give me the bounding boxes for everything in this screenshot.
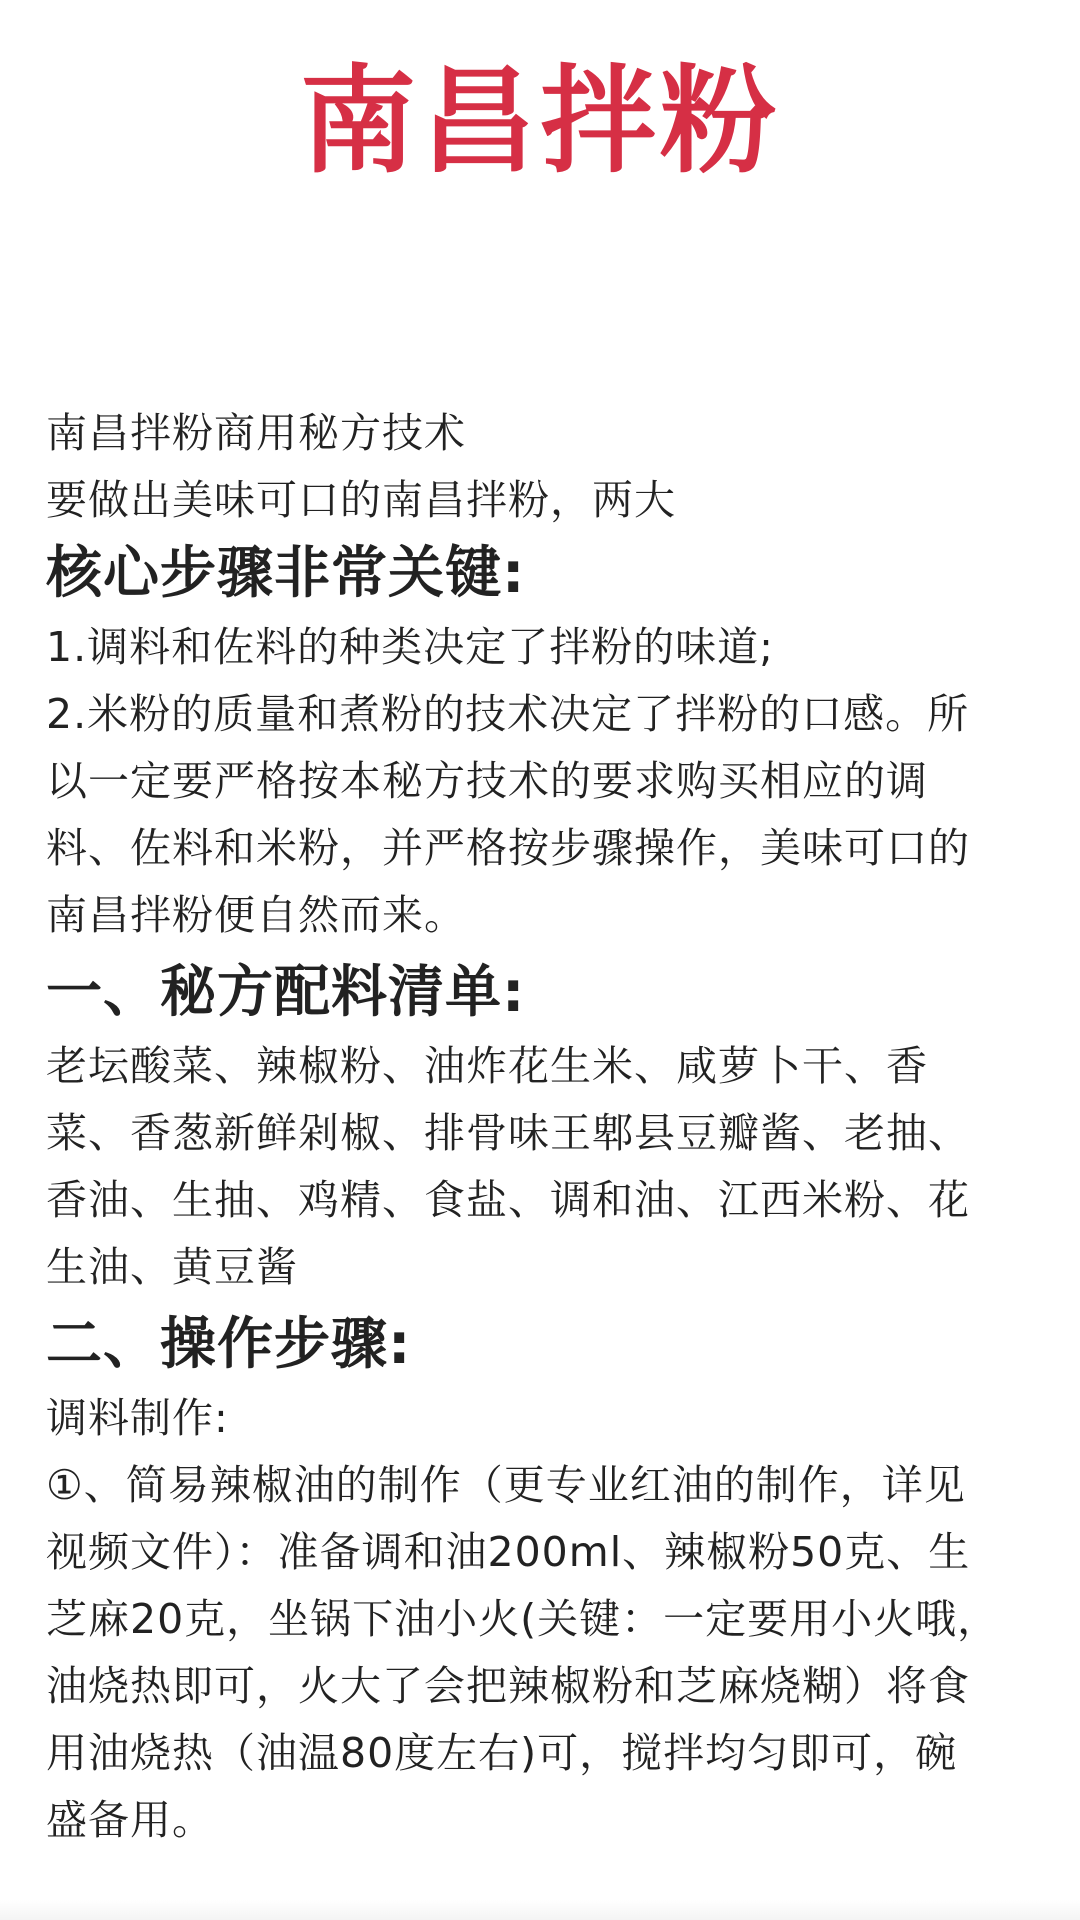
step-line: ①、简易辣椒油的制作（更专业红油的制作，详见 xyxy=(46,1461,966,1509)
intro-line: 南昌拌粉商用秘方技术 xyxy=(46,409,466,457)
bottom-edge-fade xyxy=(0,1900,1080,1920)
page-title: 南昌拌粉 xyxy=(300,54,780,189)
section-heading-core: 核心步骤非常关键: xyxy=(46,541,526,606)
step-line: 盛备用。 xyxy=(46,1796,214,1844)
ingredient-line: 生油、黄豆酱 xyxy=(46,1243,298,1291)
core-point-2-line: 2.米粉的质量和煮粉的技术决定了拌粉的口感。所 xyxy=(46,690,970,738)
intro-line: 要做出美味可口的南昌拌粉，两大 xyxy=(46,476,676,524)
steps-subheading: 调料制作: xyxy=(46,1394,229,1442)
core-point-2-line: 料、佐料和米粉，并严格按步骤操作，美味可口的 xyxy=(46,824,970,872)
section-heading-ingredients: 一、秘方配料清单: xyxy=(46,960,526,1025)
step-line: 芝麻20克，坐锅下油小火(关键：一定要用小火哦， xyxy=(46,1595,1000,1643)
step-line: 用油烧热（油温80度左右)可，搅拌均匀即可，碗 xyxy=(46,1729,958,1777)
step-line: 视频文件）：准备调和油200ml、辣椒粉50克、生 xyxy=(46,1528,971,1576)
core-point-2-line: 以一定要严格按本秘方技术的要求购买相应的调 xyxy=(46,757,928,805)
step-line: 油烧热即可，火大了会把辣椒粉和芝麻烧糊）将食 xyxy=(46,1662,970,1710)
core-point-1: 1.调料和佐料的种类决定了拌粉的味道; xyxy=(46,623,774,671)
ingredient-line: 香油、生抽、鸡精、食盐、调和油、江西米粉、花 xyxy=(46,1176,970,1224)
ingredient-line: 老坛酸菜、辣椒粉、油炸花生米、咸萝卜干、香 xyxy=(46,1042,928,1090)
section-heading-steps: 二、操作步骤: xyxy=(46,1312,412,1377)
ingredient-line: 菜、香葱新鲜剁椒、排骨味王郫县豆瓣酱、老抽、 xyxy=(46,1109,970,1157)
core-point-2-line: 南昌拌粉便自然而来。 xyxy=(46,891,466,939)
recipe-body xyxy=(46,400,1036,1854)
